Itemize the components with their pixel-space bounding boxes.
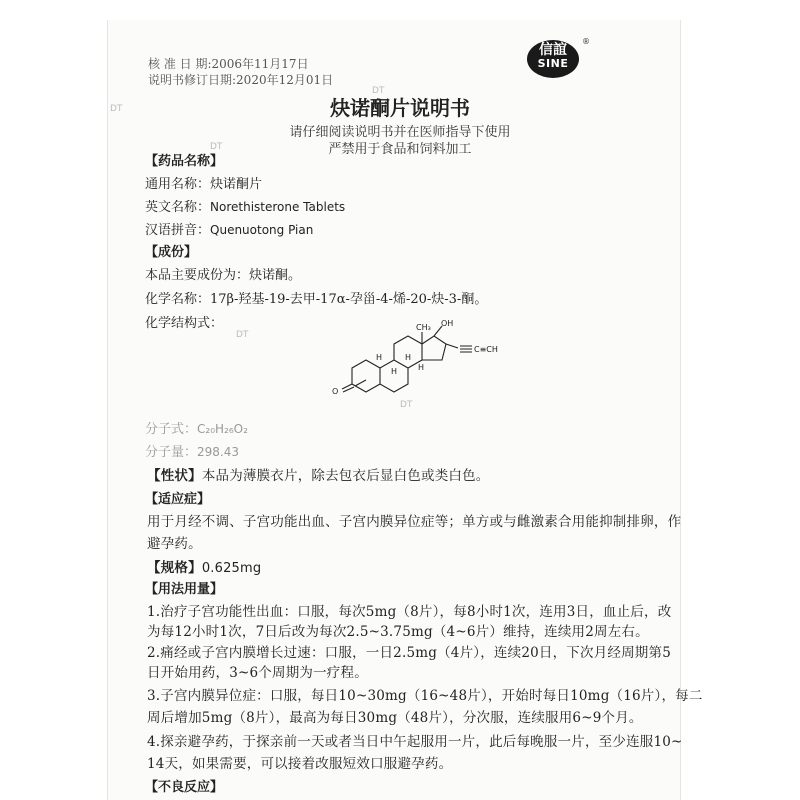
- chemical-structure-diagram: [330, 318, 510, 418]
- section-drug-name: 【药品名称】: [145, 154, 224, 169]
- spec-value: 0.625mg: [201, 561, 262, 576]
- subtitle-food-ban: 严禁用于食品和饲料加工: [328, 142, 472, 157]
- h-label: H: [405, 353, 412, 362]
- weight-row: [145, 441, 239, 460]
- section-properties: 【性状】: [147, 468, 202, 484]
- usage-line: 1.治疗子宫功能性出血：口服，每次5mg（8片），每8小时1次，连用3日，血止后，改: [147, 604, 672, 620]
- section-indications: 【适应症】: [145, 492, 211, 507]
- usage-line: 4.探亲避孕药，于探亲前一天或者当日中午起服用一片，此后每晚服一片，至少连服10~: [147, 734, 683, 750]
- pinyin-label: 汉语拼音：: [145, 223, 211, 238]
- properties-row: [147, 464, 490, 484]
- pinyin-row: [145, 219, 313, 238]
- watermark: DT: [110, 104, 123, 114]
- section-usage: 【用法用量】: [145, 582, 224, 597]
- chemical-name: 化学名称：17β-羟基-19-去甲-17α-孕甾-4-烯-20-炔-3-酮。: [145, 292, 488, 307]
- formula-value: C₂₀H₂₆O₂: [197, 422, 248, 436]
- usage-line: 3.子宫内膜异位症：口服，每日10~30mg（16~48片），开始时每日10mg（16片），每二: [147, 688, 703, 704]
- indications-line: 避孕药。: [147, 536, 202, 552]
- usage-line: 14天，如果需要，可以接着改服短效口服避孕药。: [147, 756, 453, 772]
- english-name: Norethisterone Tablets: [210, 200, 346, 214]
- generic-name: 通用名称：炔诺酮片: [145, 177, 263, 192]
- ethynyl-label: C≡CH: [474, 345, 498, 354]
- subtitle-read-carefully: 请仔细阅读说明书并在医师指导下使用: [289, 125, 511, 140]
- usage-line: 周后增加5mg（8片），最高为每日30mg（48片），分次服，连续服用6~9个月。: [147, 710, 643, 726]
- revision-date: 说明书修订日期:2020年12月01日: [148, 73, 334, 87]
- english-name-label: 英文名称：: [145, 200, 211, 215]
- usage-line: 日开始用药，3~6个周期为一疗程。: [147, 665, 368, 681]
- watermark: DT: [210, 142, 223, 152]
- structure-label: 化学结构式：: [145, 316, 224, 331]
- section-composition: 【成份】: [145, 245, 198, 260]
- indications-line: 用于月经不调、子宫功能出血、子宫内膜异位症等；单方或与雌激素合用能抑制排卵，作: [147, 514, 682, 530]
- usage-line: 2.痛经或子宫内膜增长过速：口服，一日2.5mg（4片），连续20日，下次月经周期第5: [147, 645, 671, 661]
- section-spec: 【规格】: [147, 560, 202, 576]
- logo-english: SINE: [537, 57, 569, 70]
- watermark: DT: [400, 400, 413, 410]
- formula-row: [145, 418, 248, 437]
- logo-chinese: 信誼: [539, 42, 567, 58]
- formula-label: 分子式：: [145, 422, 198, 437]
- sine-logo: [527, 40, 579, 78]
- main-ingredient: 本品主要成份为：炔诺酮。: [145, 268, 302, 283]
- registered-mark: ®: [582, 37, 590, 46]
- english-name-row: [145, 196, 345, 215]
- hydroxyl-label: OH: [441, 319, 454, 328]
- watermark: DT: [372, 86, 385, 96]
- h-label: H: [391, 367, 398, 376]
- section-adverse-reactions: 【不良反应】: [145, 780, 224, 795]
- h-label: H: [376, 353, 383, 362]
- page-title: 炔诺酮片说明书: [330, 96, 470, 120]
- usage-line: 为每12小时1次，7日后改为每次2.5~3.75mg（4~6片）维持，连续用2周左右。: [147, 624, 649, 640]
- properties-text: 本品为薄膜衣片，除去包衣后显白色或类白色。: [201, 468, 490, 484]
- approval-date: 核 准 日 期:2006年11月17日: [148, 57, 309, 71]
- methyl-label: CH₃: [416, 323, 431, 332]
- pinyin-name: Quenuotong Pian: [210, 223, 314, 237]
- oxo-label: O: [332, 387, 339, 396]
- spec-row: [147, 556, 261, 576]
- weight-value: 298.43: [197, 445, 240, 459]
- watermark: DT: [236, 330, 249, 340]
- h-label: H: [418, 363, 425, 372]
- weight-label: 分子量：: [145, 445, 198, 460]
